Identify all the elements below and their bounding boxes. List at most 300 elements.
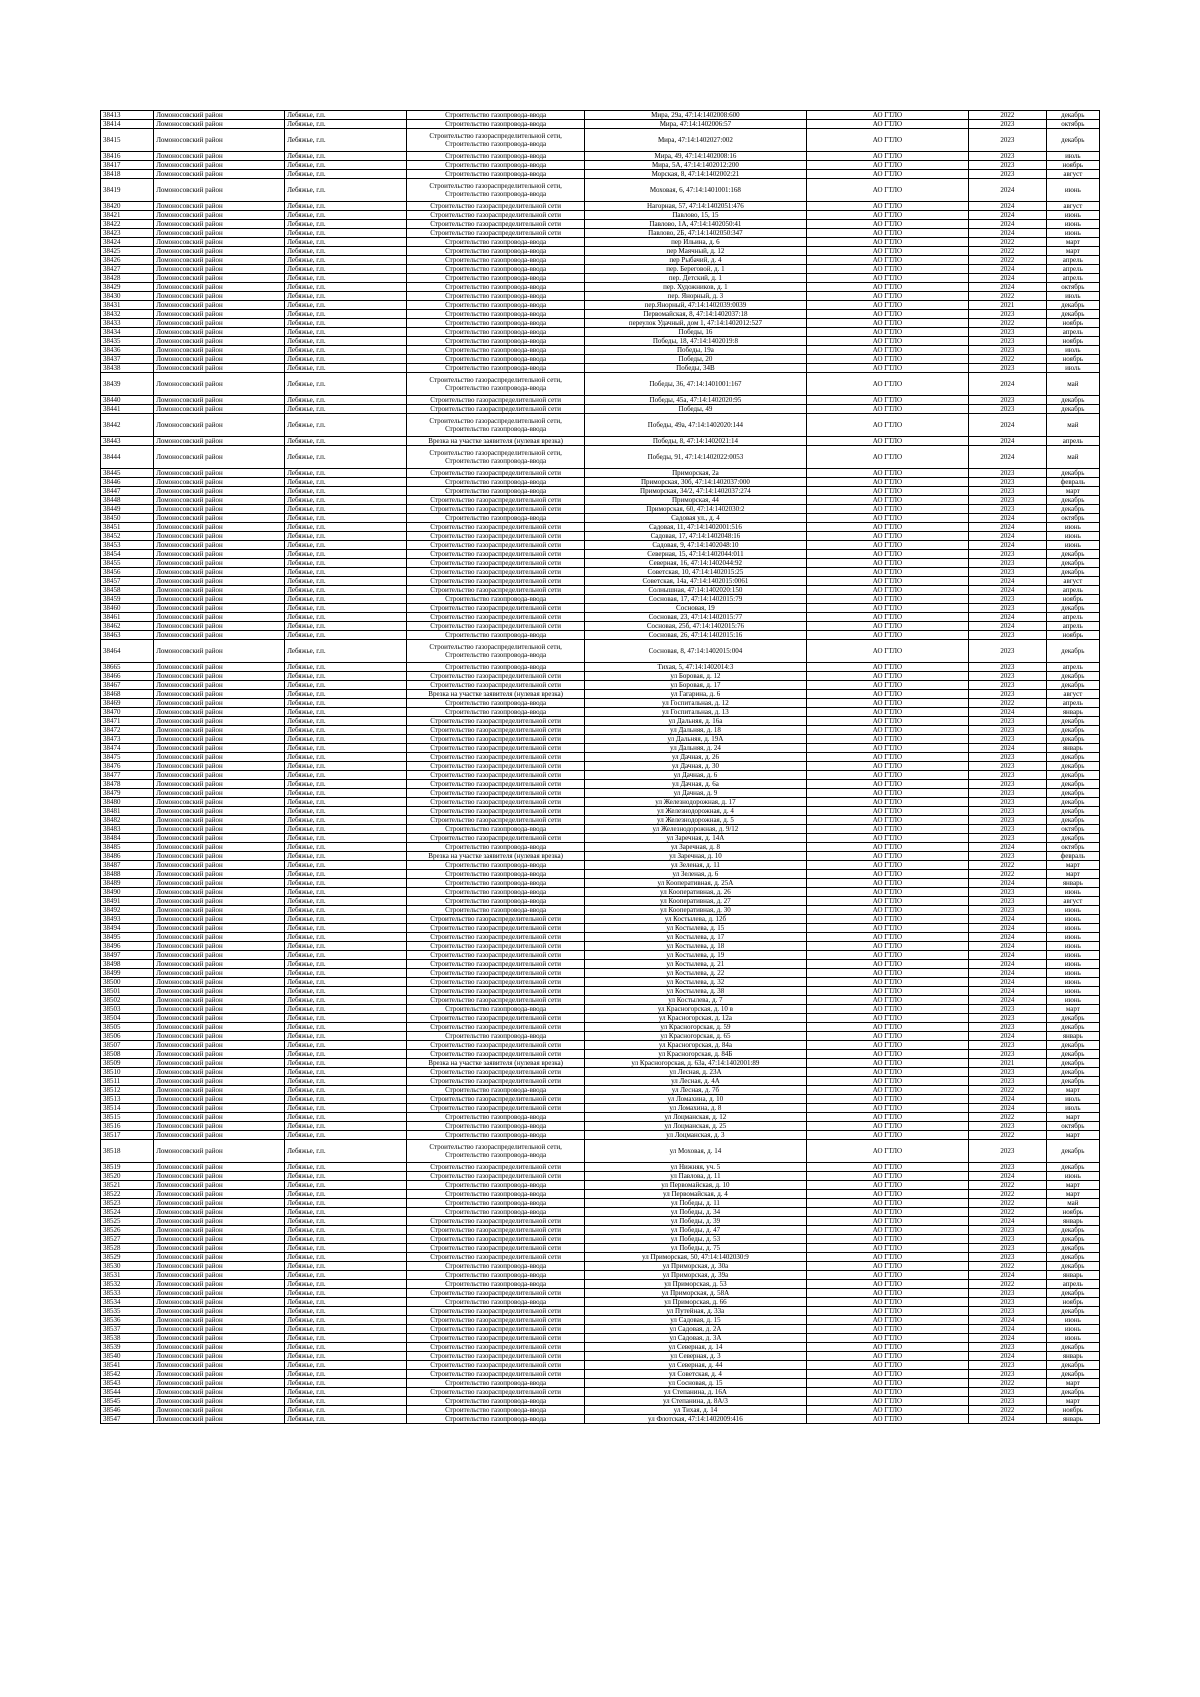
cell-organization: АО ГТЛО — [806, 487, 968, 496]
table-row — [101, 220, 1100, 229]
cell-address: Советская, 14а, 47:14:1402015:0061 — [584, 577, 806, 586]
cell-district: Ломоносовский район — [154, 1307, 285, 1316]
cell-address: ул Первомайская, д. 10 — [584, 1181, 806, 1190]
table-row — [101, 469, 1100, 478]
cell-address: ул Победы, д. 53 — [584, 1235, 806, 1244]
cell-year: 2024 — [968, 220, 1046, 229]
cell-district: Ломоносовский район — [154, 631, 285, 640]
cell-settlement: Лебяжье, г.п. — [285, 478, 407, 487]
table-row — [101, 505, 1100, 514]
cell-work-type: Строительство газопровода-ввода — [407, 319, 585, 328]
cell-address: Приморская, 60, 47:14:1402030:2 — [584, 505, 806, 514]
cell-address: Тихая, 5, 47:14:1402014:3 — [584, 663, 806, 672]
cell-work-type: Строительство газопровода-ввода — [407, 247, 585, 256]
cell-id: 38482 — [101, 816, 154, 825]
table-row — [101, 1208, 1100, 1217]
cell-settlement: Лебяжье, г.п. — [285, 1343, 407, 1352]
cell-organization: АО ГТЛО — [806, 1352, 968, 1361]
cell-work-type: Строительство газораспределительной сети — [407, 672, 585, 681]
cell-id: 38443 — [101, 437, 154, 446]
cell-month: июнь — [1046, 942, 1099, 951]
cell-address: Сосновая, 19 — [584, 604, 806, 613]
cell-work-type: Строительство газораспределительной сети — [407, 744, 585, 753]
cell-district: Ломоносовский район — [154, 978, 285, 987]
cell-id: 38495 — [101, 933, 154, 942]
cell-year: 2021 — [968, 301, 1046, 310]
cell-settlement: Лебяжье, г.п. — [285, 505, 407, 514]
table-row — [101, 283, 1100, 292]
cell-district: Ломоносовский район — [154, 604, 285, 613]
cell-organization: АО ГТЛО — [806, 1244, 968, 1253]
cell-id: 38505 — [101, 1023, 154, 1032]
cell-year: 2022 — [968, 1280, 1046, 1289]
cell-id: 38476 — [101, 762, 154, 771]
cell-settlement: Лебяжье, г.п. — [285, 915, 407, 924]
cell-month: декабрь — [1046, 1235, 1099, 1244]
cell-settlement: Лебяжье, г.п. — [285, 1370, 407, 1379]
table-row — [101, 446, 1100, 469]
cell-month: декабрь — [1046, 1289, 1099, 1298]
cell-settlement: Лебяжье, г.п. — [285, 762, 407, 771]
cell-month: декабрь — [1046, 780, 1099, 789]
cell-id: 38504 — [101, 1014, 154, 1023]
cell-settlement: Лебяжье, г.п. — [285, 1131, 407, 1140]
cell-month: декабрь — [1046, 771, 1099, 780]
cell-district: Ломоносовский район — [154, 1280, 285, 1289]
cell-work-type: Строительство газораспределительной сети — [407, 604, 585, 613]
cell-address: ул Северная, д. 3 — [584, 1352, 806, 1361]
cell-year: 2022 — [968, 1086, 1046, 1095]
table-row — [101, 120, 1100, 129]
cell-district: Ломоносовский район — [154, 708, 285, 717]
cell-settlement: Лебяжье, г.п. — [285, 1104, 407, 1113]
cell-id: 38515 — [101, 1113, 154, 1122]
cell-address: ул Заречная, д. 8 — [584, 843, 806, 852]
cell-district: Ломоносовский район — [154, 211, 285, 220]
cell-settlement: Лебяжье, г.п. — [285, 987, 407, 996]
cell-settlement: Лебяжье, г.п. — [285, 640, 407, 663]
cell-settlement: Лебяжье, г.п. — [285, 613, 407, 622]
cell-settlement: Лебяжье, г.п. — [285, 559, 407, 568]
cell-settlement: Лебяжье, г.п. — [285, 1298, 407, 1307]
cell-settlement: Лебяжье, г.п. — [285, 1059, 407, 1068]
cell-id: 38424 — [101, 238, 154, 247]
cell-district: Ломоносовский район — [154, 1334, 285, 1343]
cell-address: ул Победы, д. 11 — [584, 1199, 806, 1208]
cell-id: 38431 — [101, 301, 154, 310]
cell-organization: АО ГТЛО — [806, 405, 968, 414]
cell-id: 38456 — [101, 568, 154, 577]
table-row — [101, 843, 1100, 852]
cell-address: ул Зеленая, д. 11 — [584, 861, 806, 870]
cell-work-type: Строительство газораспределительной сети, Строительство газопровода-ввода — [407, 129, 585, 152]
cell-year: 2024 — [968, 541, 1046, 550]
cell-work-type: Строительство газораспределительной сети — [407, 523, 585, 532]
cell-district: Ломоносовский район — [154, 1388, 285, 1397]
cell-year: 2024 — [968, 987, 1046, 996]
cell-year: 2023 — [968, 852, 1046, 861]
cell-work-type: Строительство газопровода-ввода — [407, 1397, 585, 1406]
cell-settlement: Лебяжье, г.п. — [285, 152, 407, 161]
cell-work-type: Строительство газораспределительной сети — [407, 834, 585, 843]
cell-organization: АО ГТЛО — [806, 852, 968, 861]
table-row — [101, 152, 1100, 161]
cell-settlement: Лебяжье, г.п. — [285, 514, 407, 523]
table-row — [101, 1307, 1100, 1316]
table-row — [101, 346, 1100, 355]
cell-id: 38439 — [101, 373, 154, 396]
cell-settlement: Лебяжье, г.п. — [285, 179, 407, 202]
cell-month: январь — [1046, 708, 1099, 717]
cell-year: 2023 — [968, 161, 1046, 170]
cell-id: 38513 — [101, 1095, 154, 1104]
cell-address: пер.Янорный, 47:14:1402039:0039 — [584, 301, 806, 310]
cell-address: ул Госпитальная, д. 13 — [584, 708, 806, 717]
cell-id: 38525 — [101, 1217, 154, 1226]
cell-settlement: Лебяжье, г.п. — [285, 1352, 407, 1361]
cell-work-type: Строительство газопровода-ввода — [407, 663, 585, 672]
cell-month: ноябрь — [1046, 161, 1099, 170]
cell-id: 38524 — [101, 1208, 154, 1217]
cell-district: Ломоносовский район — [154, 559, 285, 568]
cell-year: 2024 — [968, 843, 1046, 852]
cell-id: 38533 — [101, 1289, 154, 1298]
cell-address: переулок Удачный, дом 1, 47:14:1402012:527 — [584, 319, 806, 328]
cell-address: Северная, 15, 47:14:1402044:011 — [584, 550, 806, 559]
cell-district: Ломоносовский район — [154, 238, 285, 247]
cell-district: Ломоносовский район — [154, 120, 285, 129]
cell-work-type: Строительство газораспределительной сети — [407, 1023, 585, 1032]
cell-work-type: Строительство газораспределительной сети — [407, 762, 585, 771]
table-row — [101, 951, 1100, 960]
cell-month: август — [1046, 170, 1099, 179]
cell-organization: АО ГТЛО — [806, 505, 968, 514]
cell-month: июнь — [1046, 933, 1099, 942]
cell-work-type: Строительство газопровода-ввода — [407, 897, 585, 906]
table-row — [101, 613, 1100, 622]
cell-id: 38485 — [101, 843, 154, 852]
cell-work-type: Строительство газораспределительной сети — [407, 1041, 585, 1050]
cell-id: 38498 — [101, 960, 154, 969]
cell-district: Ломоносовский район — [154, 1370, 285, 1379]
cell-organization: АО ГТЛО — [806, 735, 968, 744]
cell-month: декабрь — [1046, 1077, 1099, 1086]
cell-settlement: Лебяжье, г.п. — [285, 364, 407, 373]
cell-work-type: Строительство газопровода-ввода — [407, 161, 585, 170]
cell-id: 38520 — [101, 1172, 154, 1181]
cell-year: 2024 — [968, 942, 1046, 951]
cell-district: Ломоносовский район — [154, 699, 285, 708]
cell-year: 2024 — [968, 933, 1046, 942]
cell-month: апрель — [1046, 613, 1099, 622]
cell-id: 38544 — [101, 1388, 154, 1397]
cell-district: Ломоносовский район — [154, 346, 285, 355]
cell-address: пер. Береговой, д. 1 — [584, 265, 806, 274]
table-row — [101, 179, 1100, 202]
cell-settlement: Лебяжье, г.п. — [285, 1280, 407, 1289]
table-row — [101, 1397, 1100, 1406]
table-row — [101, 798, 1100, 807]
cell-district: Ломоносовский район — [154, 825, 285, 834]
cell-organization: АО ГТЛО — [806, 1343, 968, 1352]
cell-month: июнь — [1046, 1172, 1099, 1181]
cell-organization: АО ГТЛО — [806, 1163, 968, 1172]
cell-id: 38446 — [101, 478, 154, 487]
cell-id: 38473 — [101, 735, 154, 744]
cell-organization: АО ГТЛО — [806, 1140, 968, 1163]
cell-organization: АО ГТЛО — [806, 843, 968, 852]
cell-district: Ломоносовский район — [154, 843, 285, 852]
cell-id: 38516 — [101, 1122, 154, 1131]
cell-organization: АО ГТЛО — [806, 129, 968, 152]
cell-settlement: Лебяжье, г.п. — [285, 1253, 407, 1262]
cell-address: ул Красногорская, д. 65 — [584, 1032, 806, 1041]
cell-id: 38425 — [101, 247, 154, 256]
cell-settlement: Лебяжье, г.п. — [285, 541, 407, 550]
cell-settlement: Лебяжье, г.п. — [285, 487, 407, 496]
cell-address: ул Победы, д. 39 — [584, 1217, 806, 1226]
cell-year: 2023 — [968, 762, 1046, 771]
cell-organization: АО ГТЛО — [806, 265, 968, 274]
cell-district: Ломоносовский район — [154, 789, 285, 798]
cell-settlement: Лебяжье, г.п. — [285, 699, 407, 708]
cell-id: 38457 — [101, 577, 154, 586]
cell-district: Ломоносовский район — [154, 852, 285, 861]
cell-district: Ломоносовский район — [154, 301, 285, 310]
cell-year: 2023 — [968, 1077, 1046, 1086]
table-row — [101, 1262, 1100, 1271]
cell-district: Ломоносовский район — [154, 568, 285, 577]
cell-month: июнь — [1046, 523, 1099, 532]
cell-work-type: Строительство газораспределительной сети — [407, 1361, 585, 1370]
cell-settlement: Лебяжье, г.п. — [285, 798, 407, 807]
cell-year: 2024 — [968, 1352, 1046, 1361]
cell-address: ул Костылева, д. 12б — [584, 915, 806, 924]
cell-address: ул Северная, д. 14 — [584, 1343, 806, 1352]
cell-month: октябрь — [1046, 514, 1099, 523]
cell-month: декабрь — [1046, 1014, 1099, 1023]
table-row — [101, 292, 1100, 301]
table-row — [101, 1244, 1100, 1253]
cell-district: Ломоносовский район — [154, 690, 285, 699]
table-row — [101, 319, 1100, 328]
cell-address: Приморская, 30б, 47:14:1402037:000 — [584, 478, 806, 487]
cell-id: 38499 — [101, 969, 154, 978]
cell-id: 38518 — [101, 1140, 154, 1163]
table-row — [101, 631, 1100, 640]
cell-district: Ломоносовский район — [154, 514, 285, 523]
cell-address: ул Костылева, д. 18 — [584, 942, 806, 951]
table-row — [101, 996, 1100, 1005]
cell-month: декабрь — [1046, 640, 1099, 663]
cell-district: Ломоносовский район — [154, 229, 285, 238]
cell-organization: АО ГТЛО — [806, 559, 968, 568]
cell-year: 2024 — [968, 744, 1046, 753]
cell-year: 2024 — [968, 1325, 1046, 1334]
cell-work-type: Строительство газопровода-ввода — [407, 825, 585, 834]
cell-work-type: Строительство газораспределительной сети — [407, 933, 585, 942]
table-row — [101, 1086, 1100, 1095]
cell-settlement: Лебяжье, г.п. — [285, 1068, 407, 1077]
cell-settlement: Лебяжье, г.п. — [285, 120, 407, 129]
cell-month: март — [1046, 1397, 1099, 1406]
cell-id: 38428 — [101, 274, 154, 283]
cell-organization: АО ГТЛО — [806, 1172, 968, 1181]
cell-id: 38453 — [101, 541, 154, 550]
cell-id: 38441 — [101, 405, 154, 414]
cell-district: Ломоносовский район — [154, 1379, 285, 1388]
cell-district: Ломоносовский район — [154, 879, 285, 888]
cell-district: Ломоносовский район — [154, 1262, 285, 1271]
cell-settlement: Лебяжье, г.п. — [285, 301, 407, 310]
cell-address: пер. Художников, д. 1 — [584, 283, 806, 292]
cell-year: 2024 — [968, 879, 1046, 888]
cell-district: Ломоносовский район — [154, 550, 285, 559]
table-row — [101, 1361, 1100, 1370]
cell-id: 38541 — [101, 1361, 154, 1370]
cell-address: ул Приморская, 50, 47:14:1402030:9 — [584, 1253, 806, 1262]
cell-address: ул Приморская, д. 39а — [584, 1271, 806, 1280]
cell-settlement: Лебяжье, г.п. — [285, 1379, 407, 1388]
cell-district: Ломоносовский район — [154, 355, 285, 364]
cell-month: декабрь — [1046, 310, 1099, 319]
cell-organization: АО ГТЛО — [806, 780, 968, 789]
cell-id: 38522 — [101, 1190, 154, 1199]
cell-work-type: Строительство газопровода-ввода — [407, 1298, 585, 1307]
cell-year: 2024 — [968, 978, 1046, 987]
cell-district: Ломоносовский район — [154, 319, 285, 328]
cell-address: ул Победы, д. 47 — [584, 1226, 806, 1235]
cell-work-type: Строительство газораспределительной сети — [407, 1307, 585, 1316]
cell-id: 38437 — [101, 355, 154, 364]
cell-work-type: Строительство газораспределительной сети — [407, 735, 585, 744]
cell-organization: АО ГТЛО — [806, 1050, 968, 1059]
cell-work-type: Строительство газораспределительной сети — [407, 753, 585, 762]
cell-id: 38433 — [101, 319, 154, 328]
cell-month: октябрь — [1046, 120, 1099, 129]
cell-organization: АО ГТЛО — [806, 834, 968, 843]
cell-settlement: Лебяжье, г.п. — [285, 1023, 407, 1032]
cell-address: Садовая ул., д. 4 — [584, 514, 806, 523]
cell-month: июнь — [1046, 532, 1099, 541]
cell-year: 2024 — [968, 951, 1046, 960]
cell-settlement: Лебяжье, г.п. — [285, 1086, 407, 1095]
cell-organization: АО ГТЛО — [806, 568, 968, 577]
cell-settlement: Лебяжье, г.п. — [285, 672, 407, 681]
cell-settlement: Лебяжье, г.п. — [285, 274, 407, 283]
cell-organization: АО ГТЛО — [806, 1131, 968, 1140]
cell-work-type: Строительство газопровода-ввода — [407, 283, 585, 292]
cell-district: Ломоносовский район — [154, 897, 285, 906]
cell-address: Победы, 49 — [584, 405, 806, 414]
table-row — [101, 265, 1100, 274]
cell-id: 38517 — [101, 1131, 154, 1140]
cell-organization: АО ГТЛО — [806, 663, 968, 672]
cell-settlement: Лебяжье, г.п. — [285, 924, 407, 933]
table-row — [101, 1163, 1100, 1172]
cell-id: 38451 — [101, 523, 154, 532]
cell-year: 2024 — [968, 1172, 1046, 1181]
cell-year: 2024 — [968, 960, 1046, 969]
cell-district: Ломоносовский район — [154, 437, 285, 446]
table-row — [101, 487, 1100, 496]
cell-settlement: Лебяжье, г.п. — [285, 328, 407, 337]
table-row — [101, 559, 1100, 568]
cell-id: 38531 — [101, 1271, 154, 1280]
cell-year: 2022 — [968, 1113, 1046, 1122]
cell-month: август — [1046, 897, 1099, 906]
cell-month: август — [1046, 577, 1099, 586]
cell-settlement: Лебяжье, г.п. — [285, 247, 407, 256]
cell-address: ул Лесная, д. 7б — [584, 1086, 806, 1095]
table-row — [101, 816, 1100, 825]
cell-year: 2023 — [968, 681, 1046, 690]
cell-organization: АО ГТЛО — [806, 708, 968, 717]
cell-year: 2023 — [968, 789, 1046, 798]
cell-settlement: Лебяжье, г.п. — [285, 405, 407, 414]
cell-district: Ломоносовский район — [154, 478, 285, 487]
cell-district: Ломоносовский район — [154, 1104, 285, 1113]
cell-id: 38435 — [101, 337, 154, 346]
cell-work-type: Строительство газораспределительной сети — [407, 220, 585, 229]
cell-work-type: Строительство газораспределительной сети — [407, 996, 585, 1005]
cell-id: 38542 — [101, 1370, 154, 1379]
cell-district: Ломоносовский район — [154, 1163, 285, 1172]
cell-work-type: Строительство газораспределительной сети — [407, 202, 585, 211]
cell-id: 38422 — [101, 220, 154, 229]
cell-id: 38527 — [101, 1235, 154, 1244]
cell-month: декабрь — [1046, 1068, 1099, 1077]
cell-settlement: Лебяжье, г.п. — [285, 870, 407, 879]
table-row — [101, 1023, 1100, 1032]
cell-settlement: Лебяжье, г.п. — [285, 960, 407, 969]
table-row — [101, 1406, 1100, 1415]
cell-settlement: Лебяжье, г.п. — [285, 825, 407, 834]
cell-settlement: Лебяжье, г.п. — [285, 1397, 407, 1406]
cell-address: ул Боровая, д. 12 — [584, 672, 806, 681]
cell-month: март — [1046, 1086, 1099, 1095]
cell-organization: АО ГТЛО — [806, 310, 968, 319]
cell-month: март — [1046, 1131, 1099, 1140]
cell-work-type: Строительство газопровода-ввода — [407, 699, 585, 708]
cell-id: 38480 — [101, 798, 154, 807]
cell-month: декабрь — [1046, 1059, 1099, 1068]
cell-organization: АО ГТЛО — [806, 717, 968, 726]
cell-id: 38502 — [101, 996, 154, 1005]
cell-month: декабрь — [1046, 550, 1099, 559]
cell-year: 2024 — [968, 1217, 1046, 1226]
cell-year: 2023 — [968, 726, 1046, 735]
cell-district: Ломоносовский район — [154, 1068, 285, 1077]
cell-settlement: Лебяжье, г.п. — [285, 1140, 407, 1163]
cell-month: март — [1046, 870, 1099, 879]
cell-settlement: Лебяжье, г.п. — [285, 238, 407, 247]
cell-address: Сосновая, 17, 47:14:1402015:79 — [584, 595, 806, 604]
cell-work-type: Строительство газораспределительной сети — [407, 1244, 585, 1253]
cell-organization: АО ГТЛО — [806, 1077, 968, 1086]
cell-work-type: Строительство газораспределительной сети — [407, 780, 585, 789]
cell-work-type: Строительство газораспределительной сети — [407, 1095, 585, 1104]
cell-settlement: Лебяжье, г.п. — [285, 1289, 407, 1298]
cell-year: 2022 — [968, 1208, 1046, 1217]
table-row — [101, 852, 1100, 861]
cell-month: июль — [1046, 1095, 1099, 1104]
table-row — [101, 762, 1100, 771]
cell-address: Победы, 8, 47:14:1402021:14 — [584, 437, 806, 446]
cell-work-type: Строительство газораспределительной сети — [407, 1343, 585, 1352]
cell-settlement: Лебяжье, г.п. — [285, 577, 407, 586]
cell-work-type: Строительство газораспределительной сети — [407, 1352, 585, 1361]
